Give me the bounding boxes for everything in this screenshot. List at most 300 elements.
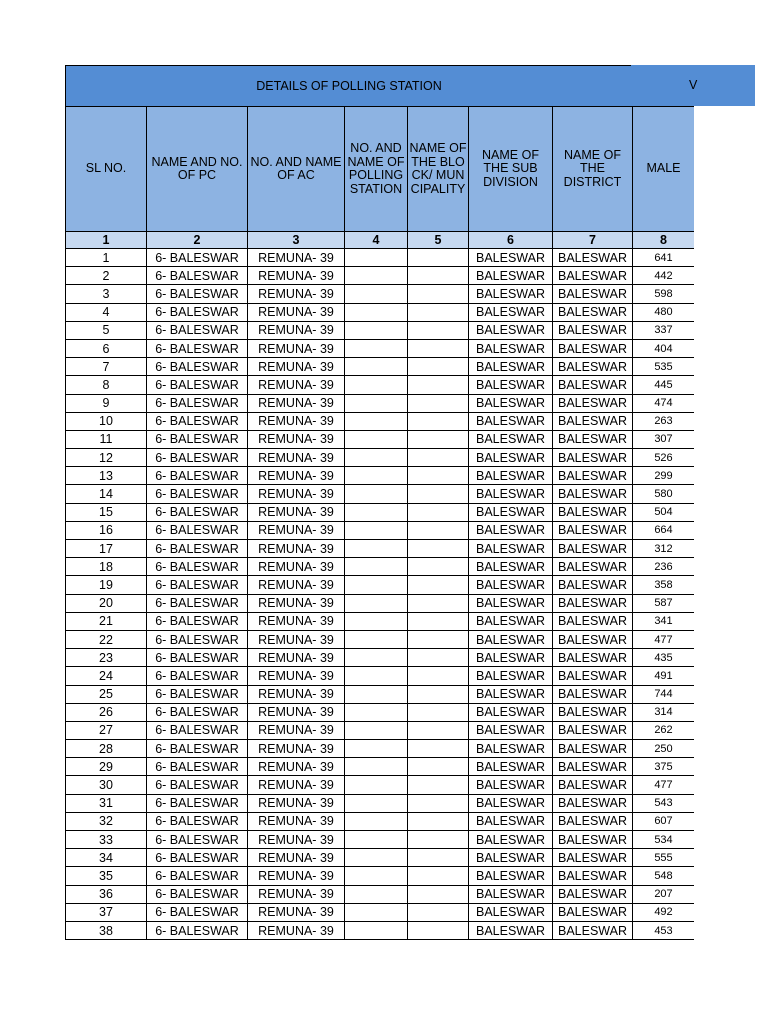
cell-sub-division[interactable]: BALESWAR — [469, 849, 553, 867]
cell-sub-division[interactable]: BALESWAR — [469, 321, 553, 339]
cell-ac[interactable]: REMUNA- 39 — [248, 594, 345, 612]
cell-district[interactable]: BALESWAR — [553, 921, 633, 939]
cell-sl-no[interactable]: 10 — [66, 412, 147, 430]
cell-block[interactable] — [408, 903, 469, 921]
cell-male[interactable]: 262 — [633, 721, 695, 739]
cell-sub-division[interactable]: BALESWAR — [469, 831, 553, 849]
cell-pc[interactable]: 6- BALESWAR — [147, 540, 248, 558]
cell-polling-station[interactable] — [345, 776, 408, 794]
cell-male[interactable]: 314 — [633, 703, 695, 721]
cell-polling-station[interactable] — [345, 412, 408, 430]
cell-male[interactable]: 404 — [633, 339, 695, 357]
cell-ac[interactable]: REMUNA- 39 — [248, 358, 345, 376]
cell-district[interactable]: BALESWAR — [553, 376, 633, 394]
cell-block[interactable] — [408, 339, 469, 357]
cell-sub-division[interactable]: BALESWAR — [469, 667, 553, 685]
cell-block[interactable] — [408, 376, 469, 394]
cell-ac[interactable]: REMUNA- 39 — [248, 649, 345, 667]
cell-sl-no[interactable]: 1 — [66, 249, 147, 267]
cell-sub-division[interactable]: BALESWAR — [469, 521, 553, 539]
cell-sl-no[interactable]: 29 — [66, 758, 147, 776]
cell-ac[interactable]: REMUNA- 39 — [248, 503, 345, 521]
cell-sl-no[interactable]: 6 — [66, 339, 147, 357]
cell-block[interactable] — [408, 467, 469, 485]
cell-block[interactable] — [408, 812, 469, 830]
cell-ac[interactable]: REMUNA- 39 — [248, 540, 345, 558]
cell-district[interactable]: BALESWAR — [553, 267, 633, 285]
cell-sub-division[interactable]: BALESWAR — [469, 376, 553, 394]
cell-sub-division[interactable]: BALESWAR — [469, 867, 553, 885]
cell-male[interactable]: 744 — [633, 685, 695, 703]
cell-male[interactable]: 480 — [633, 303, 695, 321]
cell-district[interactable]: BALESWAR — [553, 358, 633, 376]
cell-sl-no[interactable]: 33 — [66, 831, 147, 849]
cell-block[interactable] — [408, 267, 469, 285]
cell-district[interactable]: BALESWAR — [553, 885, 633, 903]
cell-sl-no[interactable]: 27 — [66, 721, 147, 739]
cell-block[interactable] — [408, 321, 469, 339]
cell-pc[interactable]: 6- BALESWAR — [147, 339, 248, 357]
cell-pc[interactable]: 6- BALESWAR — [147, 630, 248, 648]
cell-ac[interactable]: REMUNA- 39 — [248, 812, 345, 830]
cell-ac[interactable]: REMUNA- 39 — [248, 885, 345, 903]
cell-ac[interactable]: REMUNA- 39 — [248, 249, 345, 267]
cell-sub-division[interactable]: BALESWAR — [469, 921, 553, 939]
cell-polling-station[interactable] — [345, 339, 408, 357]
cell-sub-division[interactable]: BALESWAR — [469, 594, 553, 612]
cell-block[interactable] — [408, 303, 469, 321]
cell-district[interactable]: BALESWAR — [553, 285, 633, 303]
cell-male[interactable]: 337 — [633, 321, 695, 339]
cell-ac[interactable]: REMUNA- 39 — [248, 831, 345, 849]
cell-sub-division[interactable]: BALESWAR — [469, 776, 553, 794]
cell-block[interactable] — [408, 521, 469, 539]
cell-sub-division[interactable]: BALESWAR — [469, 249, 553, 267]
cell-ac[interactable]: REMUNA- 39 — [248, 430, 345, 448]
cell-ac[interactable]: REMUNA- 39 — [248, 667, 345, 685]
cell-district[interactable]: BALESWAR — [553, 849, 633, 867]
cell-sl-no[interactable]: 5 — [66, 321, 147, 339]
cell-pc[interactable]: 6- BALESWAR — [147, 831, 248, 849]
cell-male[interactable]: 207 — [633, 885, 695, 903]
cell-sub-division[interactable]: BALESWAR — [469, 412, 553, 430]
cell-male[interactable]: 555 — [633, 849, 695, 867]
cell-pc[interactable]: 6- BALESWAR — [147, 576, 248, 594]
cell-block[interactable] — [408, 430, 469, 448]
cell-pc[interactable]: 6- BALESWAR — [147, 303, 248, 321]
cell-pc[interactable]: 6- BALESWAR — [147, 685, 248, 703]
cell-polling-station[interactable] — [345, 649, 408, 667]
cell-polling-station[interactable] — [345, 758, 408, 776]
cell-male[interactable]: 598 — [633, 285, 695, 303]
cell-sl-no[interactable]: 24 — [66, 667, 147, 685]
cell-ac[interactable]: REMUNA- 39 — [248, 521, 345, 539]
cell-polling-station[interactable] — [345, 685, 408, 703]
cell-male[interactable]: 236 — [633, 558, 695, 576]
cell-district[interactable]: BALESWAR — [553, 594, 633, 612]
cell-sl-no[interactable]: 32 — [66, 812, 147, 830]
cell-block[interactable] — [408, 394, 469, 412]
cell-pc[interactable]: 6- BALESWAR — [147, 376, 248, 394]
cell-block[interactable] — [408, 558, 469, 576]
cell-block[interactable] — [408, 703, 469, 721]
cell-ac[interactable]: REMUNA- 39 — [248, 630, 345, 648]
cell-ac[interactable]: REMUNA- 39 — [248, 267, 345, 285]
cell-polling-station[interactable] — [345, 249, 408, 267]
cell-pc[interactable]: 6- BALESWAR — [147, 485, 248, 503]
cell-district[interactable]: BALESWAR — [553, 812, 633, 830]
cell-ac[interactable]: REMUNA- 39 — [248, 321, 345, 339]
cell-district[interactable]: BALESWAR — [553, 903, 633, 921]
cell-ac[interactable]: REMUNA- 39 — [248, 485, 345, 503]
cell-sl-no[interactable]: 12 — [66, 449, 147, 467]
cell-male[interactable]: 341 — [633, 612, 695, 630]
cell-pc[interactable]: 6- BALESWAR — [147, 558, 248, 576]
cell-pc[interactable]: 6- BALESWAR — [147, 267, 248, 285]
cell-polling-station[interactable] — [345, 521, 408, 539]
cell-ac[interactable]: REMUNA- 39 — [248, 703, 345, 721]
cell-block[interactable] — [408, 685, 469, 703]
cell-male[interactable]: 453 — [633, 921, 695, 939]
cell-male[interactable]: 664 — [633, 521, 695, 539]
cell-polling-station[interactable] — [345, 794, 408, 812]
cell-ac[interactable]: REMUNA- 39 — [248, 612, 345, 630]
cell-pc[interactable]: 6- BALESWAR — [147, 776, 248, 794]
cell-ac[interactable]: REMUNA- 39 — [248, 558, 345, 576]
cell-pc[interactable]: 6- BALESWAR — [147, 721, 248, 739]
cell-male[interactable]: 299 — [633, 467, 695, 485]
cell-pc[interactable]: 6- BALESWAR — [147, 667, 248, 685]
cell-polling-station[interactable] — [345, 867, 408, 885]
cell-block[interactable] — [408, 758, 469, 776]
cell-district[interactable]: BALESWAR — [553, 467, 633, 485]
cell-sub-division[interactable]: BALESWAR — [469, 740, 553, 758]
cell-sl-no[interactable]: 22 — [66, 630, 147, 648]
cell-ac[interactable]: REMUNA- 39 — [248, 576, 345, 594]
cell-pc[interactable]: 6- BALESWAR — [147, 903, 248, 921]
cell-sub-division[interactable]: BALESWAR — [469, 758, 553, 776]
cell-sub-division[interactable]: BALESWAR — [469, 540, 553, 558]
cell-block[interactable] — [408, 740, 469, 758]
cell-ac[interactable]: REMUNA- 39 — [248, 394, 345, 412]
cell-pc[interactable]: 6- BALESWAR — [147, 412, 248, 430]
cell-block[interactable] — [408, 885, 469, 903]
cell-sub-division[interactable]: BALESWAR — [469, 703, 553, 721]
cell-sub-division[interactable]: BALESWAR — [469, 903, 553, 921]
cell-ac[interactable]: REMUNA- 39 — [248, 921, 345, 939]
cell-ac[interactable]: REMUNA- 39 — [248, 849, 345, 867]
cell-sub-division[interactable]: BALESWAR — [469, 721, 553, 739]
cell-district[interactable]: BALESWAR — [553, 685, 633, 703]
cell-block[interactable] — [408, 667, 469, 685]
cell-sub-division[interactable]: BALESWAR — [469, 485, 553, 503]
cell-district[interactable]: BALESWAR — [553, 776, 633, 794]
cell-district[interactable]: BALESWAR — [553, 831, 633, 849]
cell-polling-station[interactable] — [345, 540, 408, 558]
cell-sl-no[interactable]: 11 — [66, 430, 147, 448]
cell-sub-division[interactable]: BALESWAR — [469, 630, 553, 648]
cell-polling-station[interactable] — [345, 503, 408, 521]
cell-ac[interactable]: REMUNA- 39 — [248, 758, 345, 776]
cell-block[interactable] — [408, 849, 469, 867]
cell-district[interactable]: BALESWAR — [553, 703, 633, 721]
cell-district[interactable]: BALESWAR — [553, 485, 633, 503]
cell-sl-no[interactable]: 17 — [66, 540, 147, 558]
cell-sl-no[interactable]: 18 — [66, 558, 147, 576]
cell-district[interactable]: BALESWAR — [553, 740, 633, 758]
cell-sl-no[interactable]: 38 — [66, 921, 147, 939]
cell-polling-station[interactable] — [345, 721, 408, 739]
cell-block[interactable] — [408, 594, 469, 612]
cell-male[interactable]: 474 — [633, 394, 695, 412]
cell-polling-station[interactable] — [345, 303, 408, 321]
cell-block[interactable] — [408, 540, 469, 558]
cell-male[interactable]: 477 — [633, 630, 695, 648]
cell-block[interactable] — [408, 867, 469, 885]
cell-sub-division[interactable]: BALESWAR — [469, 812, 553, 830]
cell-polling-station[interactable] — [345, 849, 408, 867]
cell-block[interactable] — [408, 412, 469, 430]
cell-district[interactable]: BALESWAR — [553, 758, 633, 776]
cell-block[interactable] — [408, 285, 469, 303]
cell-polling-station[interactable] — [345, 576, 408, 594]
cell-district[interactable]: BALESWAR — [553, 303, 633, 321]
cell-male[interactable]: 534 — [633, 831, 695, 849]
cell-male[interactable]: 263 — [633, 412, 695, 430]
cell-ac[interactable]: REMUNA- 39 — [248, 412, 345, 430]
cell-sl-no[interactable]: 37 — [66, 903, 147, 921]
cell-block[interactable] — [408, 249, 469, 267]
cell-male[interactable]: 535 — [633, 358, 695, 376]
cell-sub-division[interactable]: BALESWAR — [469, 394, 553, 412]
cell-polling-station[interactable] — [345, 594, 408, 612]
cell-district[interactable]: BALESWAR — [553, 339, 633, 357]
cell-pc[interactable]: 6- BALESWAR — [147, 449, 248, 467]
cell-male[interactable]: 375 — [633, 758, 695, 776]
cell-polling-station[interactable] — [345, 612, 408, 630]
cell-sl-no[interactable]: 8 — [66, 376, 147, 394]
cell-male[interactable]: 477 — [633, 776, 695, 794]
cell-sub-division[interactable]: BALESWAR — [469, 794, 553, 812]
cell-block[interactable] — [408, 503, 469, 521]
cell-male[interactable]: 442 — [633, 267, 695, 285]
cell-block[interactable] — [408, 630, 469, 648]
cell-male[interactable]: 250 — [633, 740, 695, 758]
cell-sl-no[interactable]: 25 — [66, 685, 147, 703]
cell-block[interactable] — [408, 576, 469, 594]
cell-sub-division[interactable]: BALESWAR — [469, 267, 553, 285]
cell-sl-no[interactable]: 35 — [66, 867, 147, 885]
cell-sl-no[interactable]: 14 — [66, 485, 147, 503]
cell-sub-division[interactable]: BALESWAR — [469, 285, 553, 303]
cell-polling-station[interactable] — [345, 903, 408, 921]
cell-district[interactable]: BALESWAR — [553, 630, 633, 648]
cell-ac[interactable]: REMUNA- 39 — [248, 467, 345, 485]
cell-district[interactable]: BALESWAR — [553, 540, 633, 558]
cell-block[interactable] — [408, 358, 469, 376]
cell-sl-no[interactable]: 7 — [66, 358, 147, 376]
cell-ac[interactable]: REMUNA- 39 — [248, 867, 345, 885]
cell-pc[interactable]: 6- BALESWAR — [147, 249, 248, 267]
cell-pc[interactable]: 6- BALESWAR — [147, 812, 248, 830]
cell-polling-station[interactable] — [345, 467, 408, 485]
cell-sl-no[interactable]: 28 — [66, 740, 147, 758]
cell-male[interactable]: 580 — [633, 485, 695, 503]
cell-polling-station[interactable] — [345, 885, 408, 903]
cell-block[interactable] — [408, 776, 469, 794]
cell-sub-division[interactable]: BALESWAR — [469, 467, 553, 485]
cell-ac[interactable]: REMUNA- 39 — [248, 776, 345, 794]
cell-district[interactable]: BALESWAR — [553, 412, 633, 430]
cell-sub-division[interactable]: BALESWAR — [469, 576, 553, 594]
cell-male[interactable]: 607 — [633, 812, 695, 830]
cell-pc[interactable]: 6- BALESWAR — [147, 885, 248, 903]
cell-sub-division[interactable]: BALESWAR — [469, 430, 553, 448]
cell-pc[interactable]: 6- BALESWAR — [147, 285, 248, 303]
cell-pc[interactable]: 6- BALESWAR — [147, 321, 248, 339]
cell-pc[interactable]: 6- BALESWAR — [147, 358, 248, 376]
cell-sl-no[interactable]: 9 — [66, 394, 147, 412]
cell-sub-division[interactable]: BALESWAR — [469, 358, 553, 376]
cell-district[interactable]: BALESWAR — [553, 794, 633, 812]
cell-polling-station[interactable] — [345, 630, 408, 648]
cell-block[interactable] — [408, 449, 469, 467]
cell-district[interactable]: BALESWAR — [553, 558, 633, 576]
cell-sl-no[interactable]: 36 — [66, 885, 147, 903]
cell-ac[interactable]: REMUNA- 39 — [248, 285, 345, 303]
cell-district[interactable]: BALESWAR — [553, 867, 633, 885]
cell-polling-station[interactable] — [345, 358, 408, 376]
cell-polling-station[interactable] — [345, 449, 408, 467]
cell-sub-division[interactable]: BALESWAR — [469, 649, 553, 667]
cell-male[interactable]: 504 — [633, 503, 695, 521]
cell-block[interactable] — [408, 831, 469, 849]
cell-sl-no[interactable]: 2 — [66, 267, 147, 285]
cell-polling-station[interactable] — [345, 667, 408, 685]
cell-block[interactable] — [408, 649, 469, 667]
cell-male[interactable]: 445 — [633, 376, 695, 394]
cell-male[interactable]: 307 — [633, 430, 695, 448]
cell-pc[interactable]: 6- BALESWAR — [147, 394, 248, 412]
cell-sl-no[interactable]: 34 — [66, 849, 147, 867]
cell-pc[interactable]: 6- BALESWAR — [147, 740, 248, 758]
cell-sub-division[interactable]: BALESWAR — [469, 685, 553, 703]
cell-sub-division[interactable]: BALESWAR — [469, 885, 553, 903]
cell-sl-no[interactable]: 31 — [66, 794, 147, 812]
cell-sl-no[interactable]: 21 — [66, 612, 147, 630]
cell-district[interactable]: BALESWAR — [553, 521, 633, 539]
cell-sub-division[interactable]: BALESWAR — [469, 449, 553, 467]
cell-pc[interactable]: 6- BALESWAR — [147, 521, 248, 539]
cell-polling-station[interactable] — [345, 921, 408, 939]
cell-sl-no[interactable]: 3 — [66, 285, 147, 303]
cell-pc[interactable]: 6- BALESWAR — [147, 703, 248, 721]
cell-sub-division[interactable]: BALESWAR — [469, 503, 553, 521]
cell-district[interactable]: BALESWAR — [553, 576, 633, 594]
cell-polling-station[interactable] — [345, 703, 408, 721]
cell-male[interactable]: 491 — [633, 667, 695, 685]
cell-male[interactable]: 358 — [633, 576, 695, 594]
cell-male[interactable]: 641 — [633, 249, 695, 267]
cell-polling-station[interactable] — [345, 285, 408, 303]
cell-pc[interactable]: 6- BALESWAR — [147, 921, 248, 939]
cell-district[interactable]: BALESWAR — [553, 667, 633, 685]
cell-ac[interactable]: REMUNA- 39 — [248, 685, 345, 703]
cell-male[interactable]: 492 — [633, 903, 695, 921]
cell-district[interactable]: BALESWAR — [553, 721, 633, 739]
cell-block[interactable] — [408, 612, 469, 630]
cell-district[interactable]: BALESWAR — [553, 649, 633, 667]
cell-district[interactable]: BALESWAR — [553, 394, 633, 412]
cell-block[interactable] — [408, 721, 469, 739]
cell-polling-station[interactable] — [345, 376, 408, 394]
cell-polling-station[interactable] — [345, 831, 408, 849]
cell-polling-station[interactable] — [345, 394, 408, 412]
cell-block[interactable] — [408, 921, 469, 939]
cell-pc[interactable]: 6- BALESWAR — [147, 467, 248, 485]
cell-ac[interactable]: REMUNA- 39 — [248, 903, 345, 921]
cell-sl-no[interactable]: 4 — [66, 303, 147, 321]
cell-sl-no[interactable]: 19 — [66, 576, 147, 594]
cell-block[interactable] — [408, 485, 469, 503]
cell-sl-no[interactable]: 23 — [66, 649, 147, 667]
cell-male[interactable]: 526 — [633, 449, 695, 467]
cell-sl-no[interactable]: 15 — [66, 503, 147, 521]
cell-district[interactable]: BALESWAR — [553, 503, 633, 521]
cell-pc[interactable]: 6- BALESWAR — [147, 612, 248, 630]
cell-male[interactable]: 587 — [633, 594, 695, 612]
cell-polling-station[interactable] — [345, 812, 408, 830]
cell-sl-no[interactable]: 30 — [66, 776, 147, 794]
cell-pc[interactable]: 6- BALESWAR — [147, 867, 248, 885]
cell-district[interactable]: BALESWAR — [553, 430, 633, 448]
cell-district[interactable]: BALESWAR — [553, 321, 633, 339]
cell-ac[interactable]: REMUNA- 39 — [248, 449, 345, 467]
cell-sl-no[interactable]: 26 — [66, 703, 147, 721]
cell-polling-station[interactable] — [345, 740, 408, 758]
cell-sl-no[interactable]: 16 — [66, 521, 147, 539]
cell-polling-station[interactable] — [345, 558, 408, 576]
cell-ac[interactable]: REMUNA- 39 — [248, 339, 345, 357]
cell-sl-no[interactable]: 20 — [66, 594, 147, 612]
cell-polling-station[interactable] — [345, 430, 408, 448]
cell-pc[interactable]: 6- BALESWAR — [147, 758, 248, 776]
cell-ac[interactable]: REMUNA- 39 — [248, 376, 345, 394]
cell-male[interactable]: 548 — [633, 867, 695, 885]
cell-male[interactable]: 312 — [633, 540, 695, 558]
cell-polling-station[interactable] — [345, 267, 408, 285]
cell-district[interactable]: BALESWAR — [553, 612, 633, 630]
cell-sub-division[interactable]: BALESWAR — [469, 303, 553, 321]
cell-pc[interactable]: 6- BALESWAR — [147, 594, 248, 612]
cell-polling-station[interactable] — [345, 321, 408, 339]
cell-polling-station[interactable] — [345, 485, 408, 503]
cell-sub-division[interactable]: BALESWAR — [469, 339, 553, 357]
cell-pc[interactable]: 6- BALESWAR — [147, 794, 248, 812]
cell-pc[interactable]: 6- BALESWAR — [147, 430, 248, 448]
cell-block[interactable] — [408, 794, 469, 812]
cell-male[interactable]: 435 — [633, 649, 695, 667]
cell-ac[interactable]: REMUNA- 39 — [248, 794, 345, 812]
cell-pc[interactable]: 6- BALESWAR — [147, 503, 248, 521]
cell-sub-division[interactable]: BALESWAR — [469, 558, 553, 576]
cell-sub-division[interactable]: BALESWAR — [469, 612, 553, 630]
cell-district[interactable]: BALESWAR — [553, 249, 633, 267]
cell-ac[interactable]: REMUNA- 39 — [248, 721, 345, 739]
cell-ac[interactable]: REMUNA- 39 — [248, 740, 345, 758]
cell-pc[interactable]: 6- BALESWAR — [147, 649, 248, 667]
cell-pc[interactable]: 6- BALESWAR — [147, 849, 248, 867]
